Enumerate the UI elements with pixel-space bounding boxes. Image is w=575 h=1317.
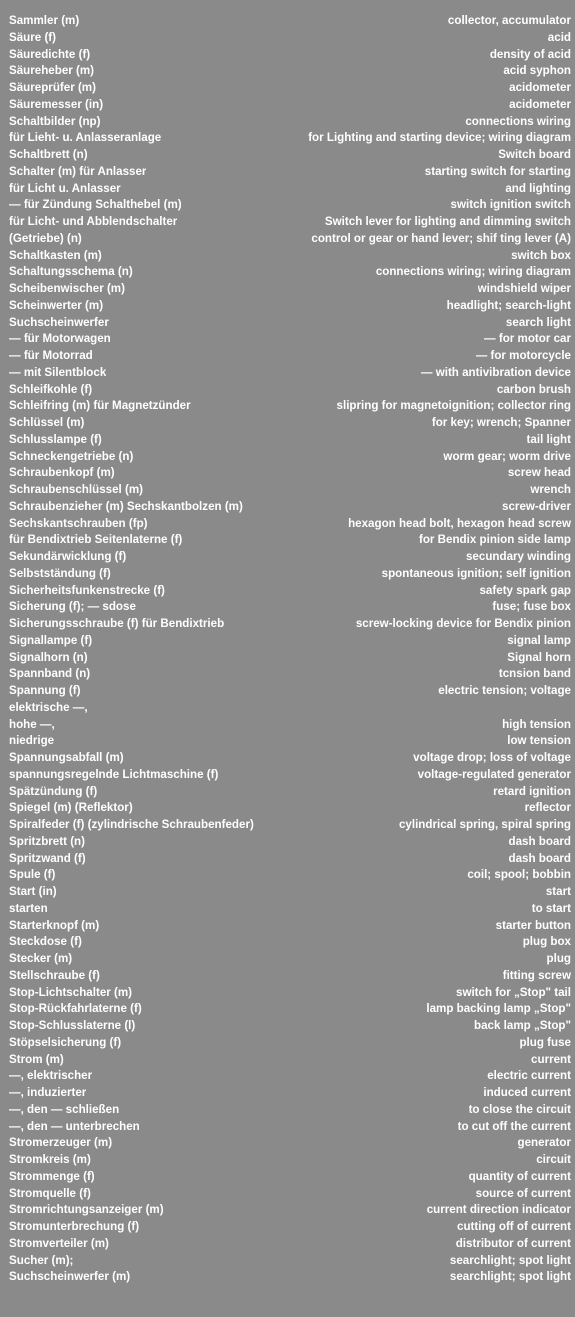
- english-translation: spontaneous ignition; self ignition: [381, 566, 571, 580]
- dictionary-entry: [0, 867, 575, 884]
- german-term: Scheibenwischer (m): [9, 282, 125, 295]
- german-term: —, den — schließen: [9, 1102, 120, 1116]
- dictionary-entry: [0, 449, 575, 466]
- german-term: Sicherheitsfunkenstrecke (f): [9, 583, 165, 597]
- german-term: Sechskantschrauben (fp): [9, 516, 148, 530]
- german-term: Sicherung (f); — sdose: [9, 600, 136, 614]
- german-term: starten: [9, 901, 48, 915]
- english-translation: to start: [531, 901, 571, 915]
- dictionary-entry: [0, 817, 575, 834]
- english-translation: cylindrical spring, spiral spring: [398, 818, 571, 831]
- german-term: Schraubenkopf (m): [9, 466, 115, 480]
- german-term: Stellschraube (f): [9, 968, 100, 982]
- german-term: Steckdose (f): [9, 935, 82, 949]
- german-term: Stop-Schlusslaterne (l): [9, 1019, 136, 1032]
- dictionary-entry: [0, 918, 575, 935]
- dictionary-entry: [0, 1035, 575, 1052]
- german-term: Schalter (m) für Anlasser: [9, 164, 147, 178]
- english-translation: — with antivibration device: [420, 365, 571, 379]
- dictionary-entry: [0, 968, 575, 985]
- dictionary-entry: [0, 164, 575, 181]
- dictionary-entry: [0, 1018, 575, 1035]
- dictionary-entry: [0, 549, 575, 566]
- german-term: Spritzbrett (n): [9, 834, 85, 848]
- german-term: Stöpselsicherung (f): [9, 1035, 122, 1049]
- dictionary-entry: [0, 985, 575, 1002]
- german-term: — für Zündung Schalthebel (m): [9, 198, 182, 212]
- german-term: Schaltbrett (n): [9, 148, 88, 161]
- english-translation: density of acid: [489, 47, 571, 61]
- german-term: für Licht u. Anlasser: [9, 181, 121, 195]
- english-translation: searchlight; spot light: [449, 1253, 571, 1267]
- german-term: für Licht- und Abblendschalter: [9, 215, 178, 228]
- english-translation: connections wiring: [465, 114, 571, 128]
- german-term: Strommenge (f): [9, 1169, 95, 1183]
- dictionary-entry: [0, 63, 575, 80]
- dictionary-entry: [0, 331, 575, 348]
- english-translation: electric tension; voltage: [438, 684, 571, 697]
- dictionary-entry: [0, 1052, 575, 1069]
- dictionary-entry: [0, 717, 575, 734]
- dictionary-entry: [0, 1186, 575, 1203]
- english-translation: quantity of current: [468, 1169, 571, 1183]
- german-term: Stromunterbrechung (f): [9, 1220, 140, 1233]
- german-term: Schleifkohle (f): [9, 382, 93, 396]
- german-term: Sekundärwicklung (f): [9, 550, 127, 563]
- english-translation: to cut off the current: [457, 1119, 571, 1133]
- dictionary-entry: [0, 432, 575, 449]
- german-term: niedrige: [9, 734, 55, 748]
- dictionary-entry: [0, 1001, 575, 1018]
- dictionary-entry: [0, 415, 575, 432]
- dictionary-entry: [0, 130, 575, 147]
- english-translation: slipring for magnetoignition; collector ring: [336, 399, 571, 413]
- dictionary-entry: [0, 147, 575, 164]
- english-translation: fuse; fuse box: [492, 600, 571, 614]
- english-translation: searchlight; spot light: [449, 1270, 571, 1284]
- german-term: Stromrichtungsanzeiger (m): [9, 1203, 164, 1217]
- english-translation: acidometer: [509, 97, 571, 111]
- german-term: Schaltbilder (np): [9, 114, 101, 128]
- english-translation: acidometer: [509, 81, 571, 94]
- german-term: Sammler (m): [9, 14, 80, 27]
- dictionary-entry: [0, 683, 575, 700]
- dictionary-entry: [0, 1135, 575, 1152]
- dictionary-entry: [0, 465, 575, 482]
- english-translation: — for motorcycle: [475, 349, 571, 362]
- german-term: Spätzündung (f): [9, 784, 98, 798]
- english-translation: screw-locking device for Bendix pinion: [355, 617, 571, 630]
- english-translation: cutting off of current: [457, 1220, 571, 1233]
- dictionary-entry: [0, 482, 575, 499]
- english-translation: windshield wiper: [477, 282, 571, 295]
- english-translation: acid: [547, 30, 571, 44]
- german-term: Säureheber (m): [9, 64, 95, 78]
- english-translation: high tension: [502, 717, 571, 731]
- english-translation: plug box: [522, 935, 571, 949]
- english-translation: circuit: [536, 1153, 571, 1166]
- english-translation: starter button: [495, 918, 571, 932]
- english-translation: fitting screw: [502, 968, 571, 982]
- english-translation: headlight; search-light: [446, 298, 571, 312]
- dictionary-entry: [0, 47, 575, 64]
- dictionary-entry: [0, 315, 575, 332]
- english-translation: search light: [505, 315, 571, 329]
- german-term: Stop-Lichtschalter (m): [9, 985, 133, 999]
- dictionary-entry: [0, 1152, 575, 1169]
- dictionary-entry: [0, 231, 575, 248]
- german-term: Schaltungsschema (n): [9, 265, 133, 279]
- dictionary-entry: [0, 30, 575, 47]
- english-translation: hexagon head bolt, hexagon head screw: [348, 516, 571, 530]
- german-term: Start (in): [9, 885, 57, 898]
- german-term: Schlusslampe (f): [9, 432, 102, 446]
- dictionary-entry: [0, 951, 575, 968]
- german-term: Sicherungsschraube (f) für Bendixtrieb: [9, 617, 225, 630]
- english-translation: induced current: [483, 1086, 571, 1099]
- english-translation: switch for „Stop" tail: [456, 985, 571, 999]
- german-term: Stromverteiler (m): [9, 1236, 109, 1250]
- german-term: Signalhorn (n): [9, 650, 88, 664]
- german-term: Starterknopf (m): [9, 918, 100, 932]
- german-term: Spule (f): [9, 868, 56, 882]
- dictionary-entry: [0, 1253, 575, 1270]
- dictionary-entry: [0, 1219, 575, 1236]
- english-translation: retard ignition: [493, 784, 571, 798]
- english-translation: source of current: [475, 1186, 571, 1200]
- english-translation: back lamp „Stop": [474, 1019, 571, 1032]
- dictionary-entry: [0, 382, 575, 399]
- english-translation: Switch lever for lighting and dimming switch: [324, 215, 571, 228]
- dictionary-entry: [0, 365, 575, 382]
- dictionary-entry: [0, 599, 575, 616]
- english-translation: worm gear; worm drive: [443, 449, 571, 463]
- english-translation: acid syphon: [503, 64, 571, 78]
- english-translation: electric current: [487, 1069, 571, 1083]
- german-term: Schlüssel (m): [9, 416, 85, 429]
- english-translation: low tension: [507, 734, 571, 748]
- english-translation: dash board: [508, 851, 571, 865]
- dictionary-entry: [0, 750, 575, 767]
- dictionary-entry: [0, 13, 575, 30]
- dictionary-entry: [0, 181, 575, 198]
- dictionary-entry: [0, 851, 575, 868]
- english-translation: collector, accumulator: [447, 14, 571, 27]
- dictionary-entry: [0, 566, 575, 583]
- english-translation: wrench: [530, 483, 571, 496]
- dictionary-entry: [0, 114, 575, 131]
- german-term: Schaltkasten (m): [9, 248, 102, 262]
- dictionary-entry: [0, 264, 575, 281]
- german-term: (Getriebe) (n): [9, 231, 82, 245]
- english-translation: and lighting: [505, 181, 571, 195]
- english-translation: connections wiring; wiring diagram: [375, 265, 571, 279]
- dictionary-entry: [0, 733, 575, 750]
- english-translation: current: [531, 1052, 571, 1066]
- dictionary-entry: [0, 901, 575, 918]
- german-term: Signallampe (f): [9, 633, 93, 647]
- english-translation: for Bendix pinion side lamp: [418, 533, 571, 547]
- dictionary-entry: [0, 1119, 575, 1136]
- german-term: Selbstständung (f): [9, 566, 111, 580]
- english-translation: distributor of current: [455, 1236, 571, 1250]
- german-term: Sucher (m);: [9, 1253, 74, 1267]
- dictionary-entry: [0, 398, 575, 415]
- english-translation: switch box: [511, 248, 571, 262]
- dictionary-entry: [0, 80, 575, 97]
- english-translation: safety spark gap: [479, 583, 571, 597]
- german-term: Stromkreis (m): [9, 1153, 91, 1166]
- german-term: spannungsregelnde Lichtmaschine (f): [9, 767, 219, 781]
- english-translation: signal lamp: [507, 633, 571, 647]
- german-term: —, elektrischer: [9, 1069, 93, 1083]
- english-translation: plug: [546, 952, 571, 965]
- english-translation: carbon brush: [496, 382, 571, 396]
- english-translation: lamp backing lamp „Stop": [426, 1002, 571, 1016]
- english-translation: voltage drop; loss of voltage: [413, 751, 571, 764]
- german-term: — für Motorrad: [9, 349, 93, 362]
- dictionary-entry: [0, 884, 575, 901]
- german-term: Spannung (f): [9, 684, 81, 697]
- dictionary-entry: [0, 348, 575, 365]
- dictionary-entry: [0, 934, 575, 951]
- german-term: für Bendixtrieb Seitenlaterne (f): [9, 533, 183, 547]
- german-term: Schneckengetriebe (n): [9, 449, 134, 463]
- dictionary-entry: [0, 298, 575, 315]
- german-term: für Lieht- u. Anlasseranlage: [9, 131, 162, 145]
- dictionary-entry: [0, 633, 575, 650]
- dictionary-entry: [0, 97, 575, 114]
- english-translation: starting switch for starting: [424, 164, 571, 178]
- english-translation: switch ignition switch: [450, 198, 571, 212]
- dictionary-entry: [0, 1269, 575, 1286]
- german-term: — für Motorwagen: [9, 332, 111, 346]
- dictionary-entry: [0, 281, 575, 298]
- german-term: Säuremesser (in): [9, 97, 104, 111]
- dictionary-entry: [0, 214, 575, 231]
- german-term: Säureprüfer (m): [9, 81, 96, 94]
- english-translation: start: [545, 885, 571, 898]
- english-translation: to close the circuit: [468, 1102, 571, 1116]
- english-translation: generator: [517, 1136, 571, 1150]
- german-term: Schleifring (m) für Magnetzünder: [9, 399, 191, 413]
- german-term: Spannband (n): [9, 667, 91, 681]
- english-translation: reflector: [524, 801, 571, 815]
- english-translation: tcnsion band: [498, 667, 571, 681]
- german-term: elektrische —,: [9, 700, 88, 714]
- dictionary-entry: [0, 499, 575, 516]
- dictionary-entry: [0, 700, 575, 717]
- german-term: Säure (f): [9, 30, 57, 44]
- dictionary-entry: [0, 650, 575, 667]
- dictionary-entry: [0, 1202, 575, 1219]
- english-translation: secundary winding: [465, 550, 571, 563]
- dictionary-entry: [0, 616, 575, 633]
- german-term: Spiralfeder (f) (zylindrische Schraubenfeder): [9, 818, 254, 831]
- dictionary-entry: [0, 248, 575, 265]
- english-translation: dash board: [508, 834, 571, 848]
- german-term: Stromquelle (f): [9, 1186, 91, 1200]
- dictionary-entry: [0, 1085, 575, 1102]
- german-term: Stromerzeuger (m): [9, 1136, 113, 1150]
- english-translation: coil; spool; bobbin: [467, 868, 571, 882]
- dictionary-entry: [0, 666, 575, 683]
- dictionary-entry: [0, 1068, 575, 1085]
- german-term: —, induzierter: [9, 1086, 87, 1099]
- dictionary-entry: [0, 583, 575, 600]
- dictionary-entry: [0, 197, 575, 214]
- english-translation: for key; wrench; Spanner: [431, 416, 571, 429]
- dictionary-entry: [0, 1102, 575, 1119]
- german-term: hohe —,: [9, 717, 55, 731]
- german-term: Spannungsabfall (m): [9, 751, 124, 764]
- german-term: Suchscheinwerfer: [9, 315, 109, 329]
- dictionary-entry: [0, 800, 575, 817]
- english-translation: screw head: [507, 466, 571, 480]
- dictionary-entry: [0, 532, 575, 549]
- german-term: Säuredichte (f): [9, 47, 91, 61]
- dictionary-entry: [0, 834, 575, 851]
- german-term: — mit Silentblock: [9, 365, 107, 379]
- dictionary-entry: [0, 767, 575, 784]
- english-translation: for Lighting and starting device; wiring diagram: [308, 131, 571, 145]
- english-translation: current direction indicator: [426, 1203, 571, 1217]
- dictionary-entry: [0, 516, 575, 533]
- german-term: Schraubenschlüssel (m): [9, 483, 144, 496]
- english-translation: screw-driver: [502, 499, 571, 513]
- german-term: Schraubenzieher (m) Sechskantbolzen (m): [9, 499, 243, 513]
- english-translation: voltage-regulated generator: [417, 767, 571, 781]
- german-term: Scheinwerter (m): [9, 298, 104, 312]
- english-translation: control or gear or hand lever; shif ting lever (A): [311, 231, 571, 245]
- german-term: Stecker (m): [9, 952, 73, 965]
- dictionary-entry: [0, 784, 575, 801]
- dictionary-entry: [0, 1236, 575, 1253]
- english-translation: plug fuse: [519, 1035, 571, 1049]
- german-term: Stop-Rückfahrlaterne (f): [9, 1002, 142, 1016]
- entry-list: [0, 13, 575, 1286]
- german-term: Strom (m): [9, 1052, 64, 1066]
- english-translation: — for motor car: [484, 332, 571, 346]
- dictionary-entry: [0, 1169, 575, 1186]
- english-translation: Signal horn: [507, 650, 571, 664]
- english-translation: Switch board: [498, 148, 571, 161]
- german-term: Suchscheinwerfer (m): [9, 1270, 131, 1284]
- german-term: —, den — unterbrechen: [9, 1119, 140, 1133]
- english-translation: tail light: [526, 432, 571, 446]
- german-term: Spiegel (m) (Reflektor): [9, 801, 133, 815]
- german-term: Spritzwand (f): [9, 851, 86, 865]
